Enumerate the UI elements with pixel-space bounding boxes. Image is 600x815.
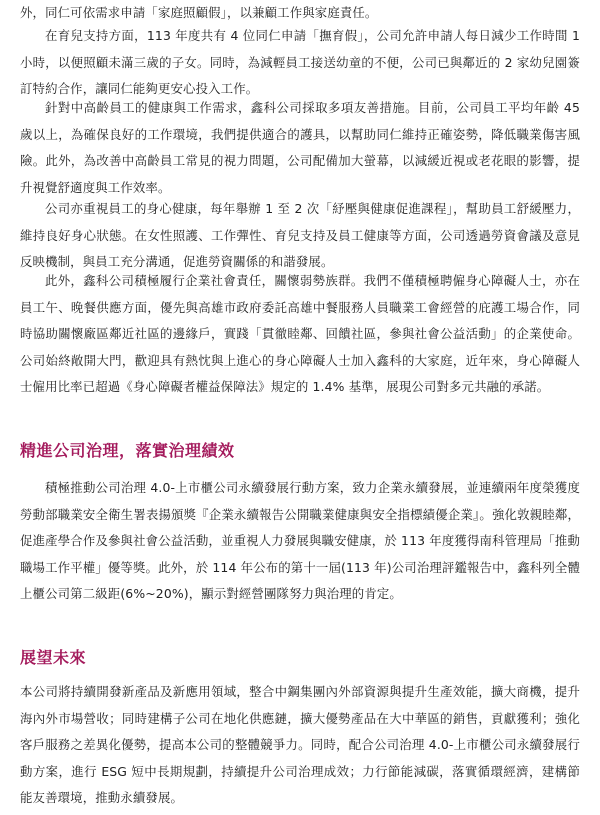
paragraph-governance: 積極推動公司治理 4.0-上市櫃公司永續發展行動方案，致力企業永續發展，並連續兩年度榮獲度勞動部職業安全衛生署表揚頒獎『企業永續報告公開職業健康與安全指標績優企業』。強化敦親睦鄰，促進產學合作及參與社會公益活動，並重視人力發展與職安健康，於 113 年度獲得南科管理局「推動職場工作平權」優等獎。此外，於 114 年公布的第十一屆(113 年)公司治理評鑑報告中，鑫科列全體上櫃公司第二級距(6%~20%)，顯示對經營團隊努力與治理的肯定。 (20, 480, 580, 601)
paragraph-outlook: 本公司將持續開發新產品及新應用領域，整合中鋼集團內外部資源與提升生產效能，擴大商機，提升海內外市場營收；同時建構子公司在地化供應鏈，擴大優勢產品在大中華區的銷售，貢獻獲利；強化客戶服務之差異化優勢，提高本公司的整體競爭力。同時，配合公司治理 4.0-上市櫃公司永續發展行動方案，進行 ESG 短中長期規劃，持續提升公司治理成效；力行節能減碳，落實循環經濟，建構節能友善環境，推動永續發展。 (20, 684, 580, 805)
paragraph-senior-employees: 針對中高齡員工的健康與工作需求，鑫科公司採取多項友善措施。目前，公司員工平均年齡 45 歲以上，為確保良好的工作環境，我們提供適合的護具，以幫助同仁維持正確姿勢，降低職業傷害風險。此外，為改善中高齡員工常見的視力問題，公司配備加大螢幕，以減緩近視或老花眼的影響，提升視覺舒適度與工作效率。 (20, 100, 585, 195)
paragraph-social-responsibility: 此外，鑫科公司積極履行企業社會責任，關懷弱勢族群。我們不僅積極聘僱身心障礙人士，亦在員工午、晚餐供應方面，優先與高雄市政府委託高雄中餐服務人員職業工會經營的庇護工場合作，同時協助關懷廠區鄰近社區的邊緣戶，實踐「貫徹睦鄰、回饋社區，參與社會公益活動」的企業使命。公司始終敞開大門，歡迎具有熱忱與上進心的身心障礙人士加入鑫科的大家庭，近年來，身心障礙人士僱用比率已超過《身心障礙者權益保障法》規定的 1.4% 基準，展現公司對多元共融的承諾。 (20, 273, 580, 394)
paragraph-childcare-support: 在育兒支持方面，113 年度共有 4 位同仁申請「撫育假」，公司允許申請人每日減少工作時間 1 小時，以便照顧未滿三歲的子女。同時，為減輕員工接送幼童的不便，公司已與鄰近的 2 家幼兒園簽訂特約合作，讓同仁能夠更安心投入工作。 (20, 28, 585, 96)
paragraph-family-care-leave: 外，同仁可依需求申請「家庭照顧假」，以兼顧工作與家庭責任。 (20, 5, 378, 20)
section-heading-outlook: 展望未來 (20, 648, 87, 667)
paragraph-health-programs: 公司亦重視員工的身心健康，每年舉辦 1 至 2 次「紓壓與健康促進課程」，幫助員工舒緩壓力，維持良好身心狀態。在女性照護、工作彈性、育兒支持及員工健康等方面，公司透過勞資會議及意見反映機制，與員工充分溝通，促進勞資關係的和諧發展。 (20, 201, 580, 269)
section-heading-governance: 精進公司治理，落實治理績效 (20, 441, 235, 460)
